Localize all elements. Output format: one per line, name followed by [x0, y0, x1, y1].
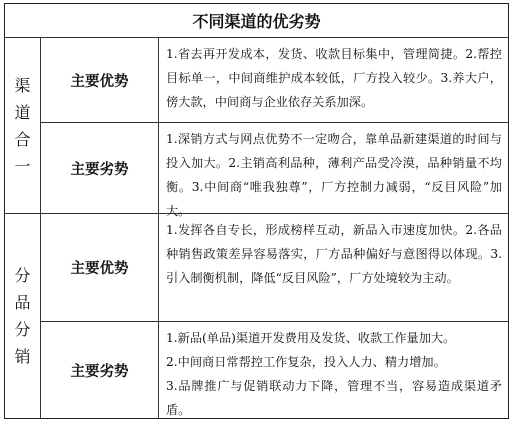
- group-label: 渠道合一: [14, 75, 31, 176]
- content-text: 1.深销方式与网点优势不一定吻合，靠单品新建渠道的时间与投入加大。2.主销高利品种，薄利产品受冷漠，品种销量不均衡。3.中间商“唯我独尊”，厂方控制力减弱，“反目风险”加大。: [166, 132, 502, 218]
- group-cell-product-split: [5, 214, 41, 418]
- table-title: 不同渠道的优劣势: [5, 4, 508, 38]
- row-content: [159, 38, 508, 123]
- row-label: 主要优势: [41, 214, 159, 322]
- content-text: 1.省去再开发成本，发货、收款目标集中，管理简捷。2.帮控目标单一，中间商维护成本较低，厂方投入较少。3.养大户，傍大款，中间商与企业依存关系加深。: [166, 47, 502, 109]
- group-cell-channel-unified: [5, 38, 41, 214]
- row-label: 主要劣势: [41, 322, 159, 418]
- comparison-table: [4, 3, 509, 419]
- content-text: [166, 326, 502, 422]
- row-content: [159, 123, 508, 218]
- content-line: 2.中间商日常帮控工作复杂，投入人力、精力增加。: [166, 355, 446, 369]
- row-content: [159, 322, 508, 418]
- group-label: 分品分销: [14, 266, 31, 366]
- row-content: [159, 214, 508, 322]
- content-line: 1.新品(单品)渠道开发费用及发货、收款工作量加大。: [166, 331, 456, 345]
- row-label: 主要劣势: [41, 123, 159, 214]
- row-label: 主要优势: [41, 38, 159, 123]
- content-text: 1.发挥各自专长，形成榜样互动，新品入市速度加快。2.各品种销售政策差异容易落实，厂方品种偏好与意图得以体现。3.引入制衡机制，降低“反目风险”，厂方处境较为主动。: [166, 223, 502, 285]
- content-line: 3.品牌推广与促销联动力下降，管理不当，容易造成渠道矛盾。: [166, 379, 502, 417]
